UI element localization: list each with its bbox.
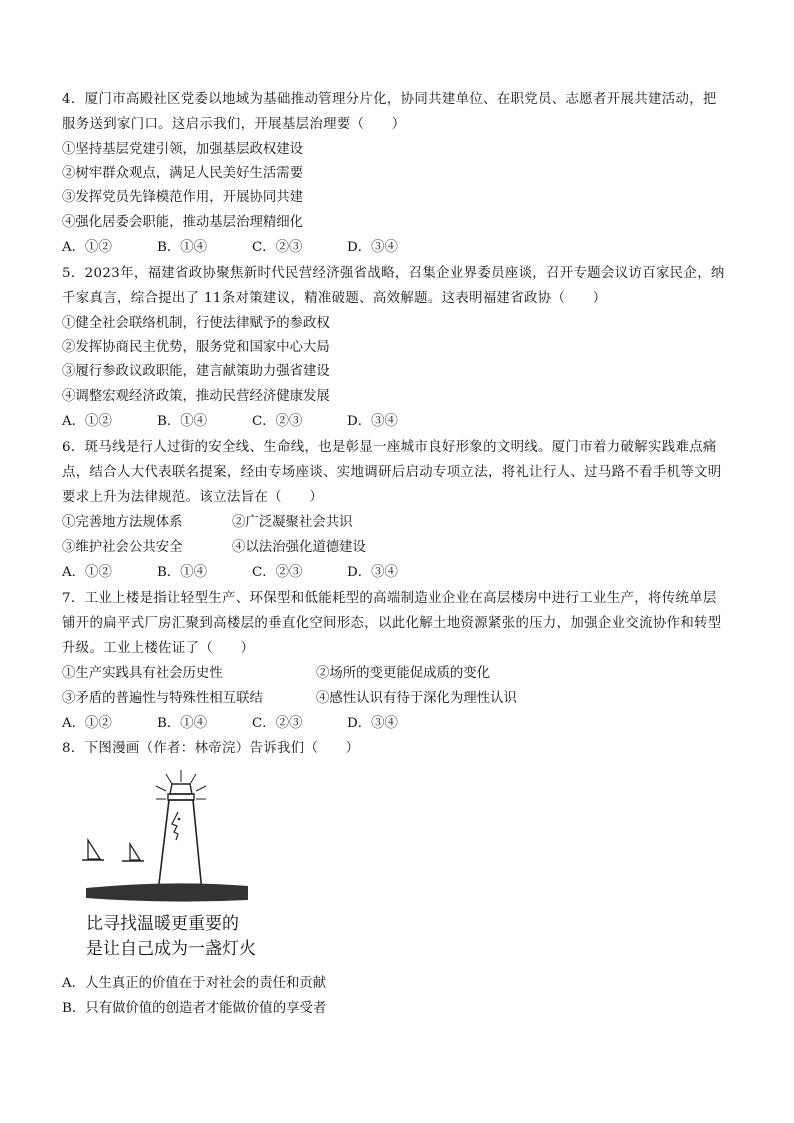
q7-statement-4: ④感性认识有待于深化为理性认识	[316, 691, 517, 706]
q7-choice-b[interactable]: B．①④	[157, 716, 208, 731]
q6-statement-4: ④以法治强化道德建设	[232, 540, 366, 555]
lighthouse-tower	[158, 800, 202, 892]
ground-shadow	[86, 883, 248, 901]
lighthouse-face	[172, 812, 178, 840]
q7-stem-line-2: 铺开的扁平式厂房汇聚到高楼层的垂直化空间形态，以此化解土地资源紧张的压力，加强企业交流协作和转型	[62, 616, 722, 631]
q7-choice-a[interactable]: A．①②	[62, 716, 112, 731]
q6-choice-b[interactable]: B．①④	[157, 565, 208, 580]
q4-choice-c[interactable]: C．②③	[252, 240, 303, 255]
q7-stem-line-1: 7．工业上楼是指让轻型生产、环保型和低能耗型的高端制造业企业在高层楼房中进行工业生产，将传统单层	[62, 591, 717, 606]
face-eye	[178, 818, 181, 821]
q4-statement-1: ①坚持基层党建引领，加强基层政权建设	[62, 142, 304, 157]
q4-choice-d[interactable]: D．③④	[347, 240, 398, 255]
q5-statement-1: ①健全社会联络机制，行使法律赋予的参政权	[62, 316, 330, 331]
q7-statement-1: ①生产实践具有社会历史性	[62, 666, 223, 681]
q5-statement-4: ④调整宏观经济政策，推动民营经济健康发展	[62, 389, 330, 404]
q6-choice-c[interactable]: C．②③	[252, 565, 303, 580]
q5-statement-3: ③履行参政议政职能，建言献策助力强省建设	[62, 364, 330, 379]
q5-choice-c[interactable]: C．②③	[252, 414, 303, 429]
cartoon-caption-line-2: 是让自己成为一盏灯火	[86, 939, 256, 959]
q6-statement-1: ①完善地方法规体系	[62, 515, 183, 530]
q7-choice-c[interactable]: C．②③	[252, 716, 303, 731]
q8-stem: 8．下图漫画（作者：林帝浣）告诉我们（ ）	[62, 741, 360, 756]
sailboat-right-icon	[130, 844, 140, 860]
q4-statement-3: ③发挥党员先锋模范作用，开展协同共建	[62, 190, 304, 205]
lamp-gallery	[168, 794, 194, 800]
q5-choices	[62, 412, 442, 432]
q4-choices	[62, 238, 442, 258]
q4-choice-b[interactable]: B．①④	[157, 240, 208, 255]
q4-stem-line-1: 4．厦门市高殿社区党委以地域为基础推动管理分片化，协同共建单位、在职党员、志愿者开展共建活动，把	[62, 92, 717, 107]
q6-choices	[62, 563, 442, 583]
lighthouse-cartoon	[78, 764, 258, 964]
sailboat-left-icon	[88, 840, 100, 859]
q6-stem-line-2: 点，结合人大代表联名提案，经由专场座谈、实地调研后启动专项立法，将礼让行人、过马路不看手机等文明	[62, 465, 722, 480]
q5-stem-line-1: 5．2023年，福建省政协聚焦新时代民营经济强省战略，召集企业界委员座谈，召开专题会议访百家民企，纳	[62, 266, 725, 281]
q7-choice-d[interactable]: D．③④	[347, 716, 398, 731]
q6-stem-line-3: 要求上升为法律规范。该立法旨在（ ）	[62, 490, 324, 505]
q6-stem-line-1: 6．斑马线是行人过街的安全线、生命线，也是彰显一座城市良好形象的文明线。厦门市着力破解实践难点痛	[62, 440, 717, 455]
q6-statement-3: ③维护社会公共安全	[62, 540, 183, 555]
q4-statement-4: ④强化居委会职能，推动基层治理精细化	[62, 215, 304, 230]
q5-choice-a[interactable]: A．①②	[62, 414, 112, 429]
q8-choice-b[interactable]: B．只有做价值的创造者才能做价值的享受者	[62, 1001, 327, 1016]
q7-stem-line-3: 升级。工业上楼佐证了（ ）	[62, 641, 255, 656]
lamp-top	[170, 784, 192, 794]
q6-statement-2: ②广泛凝聚社会共识	[232, 515, 353, 530]
q6-choice-a[interactable]: A．①②	[62, 565, 112, 580]
q7-statement-3: ③矛盾的普遍性与特殊性相互联结	[62, 691, 263, 706]
q4-stem-line-2: 服务送到家门口。这启示我们，开展基层治理要（ ）	[62, 117, 406, 132]
q6-choice-d[interactable]: D．③④	[347, 565, 398, 580]
q4-choice-a[interactable]: A．①②	[62, 240, 112, 255]
q4-statement-2: ②树牢群众观点，满足人民美好生活需要	[62, 166, 304, 181]
q7-choices	[62, 714, 442, 734]
q5-choice-d[interactable]: D．③④	[347, 414, 398, 429]
q8-choice-a[interactable]: A．人生真正的价值在于对社会的责任和贡献	[62, 976, 327, 991]
cartoon-caption-line-1: 比寻找温暖更重要的	[86, 914, 239, 934]
q7-statement-2: ②场所的变更能促成质的变化	[316, 666, 491, 681]
q5-stem-line-2: 千家真言，综合提出了 11条对策建议，精准破题、高效解题。这表明福建省政协（ ）	[62, 291, 607, 306]
q5-choice-b[interactable]: B．①④	[157, 414, 208, 429]
q5-statement-2: ②发挥协商民主优势，服务党和国家中心大局	[62, 340, 330, 355]
